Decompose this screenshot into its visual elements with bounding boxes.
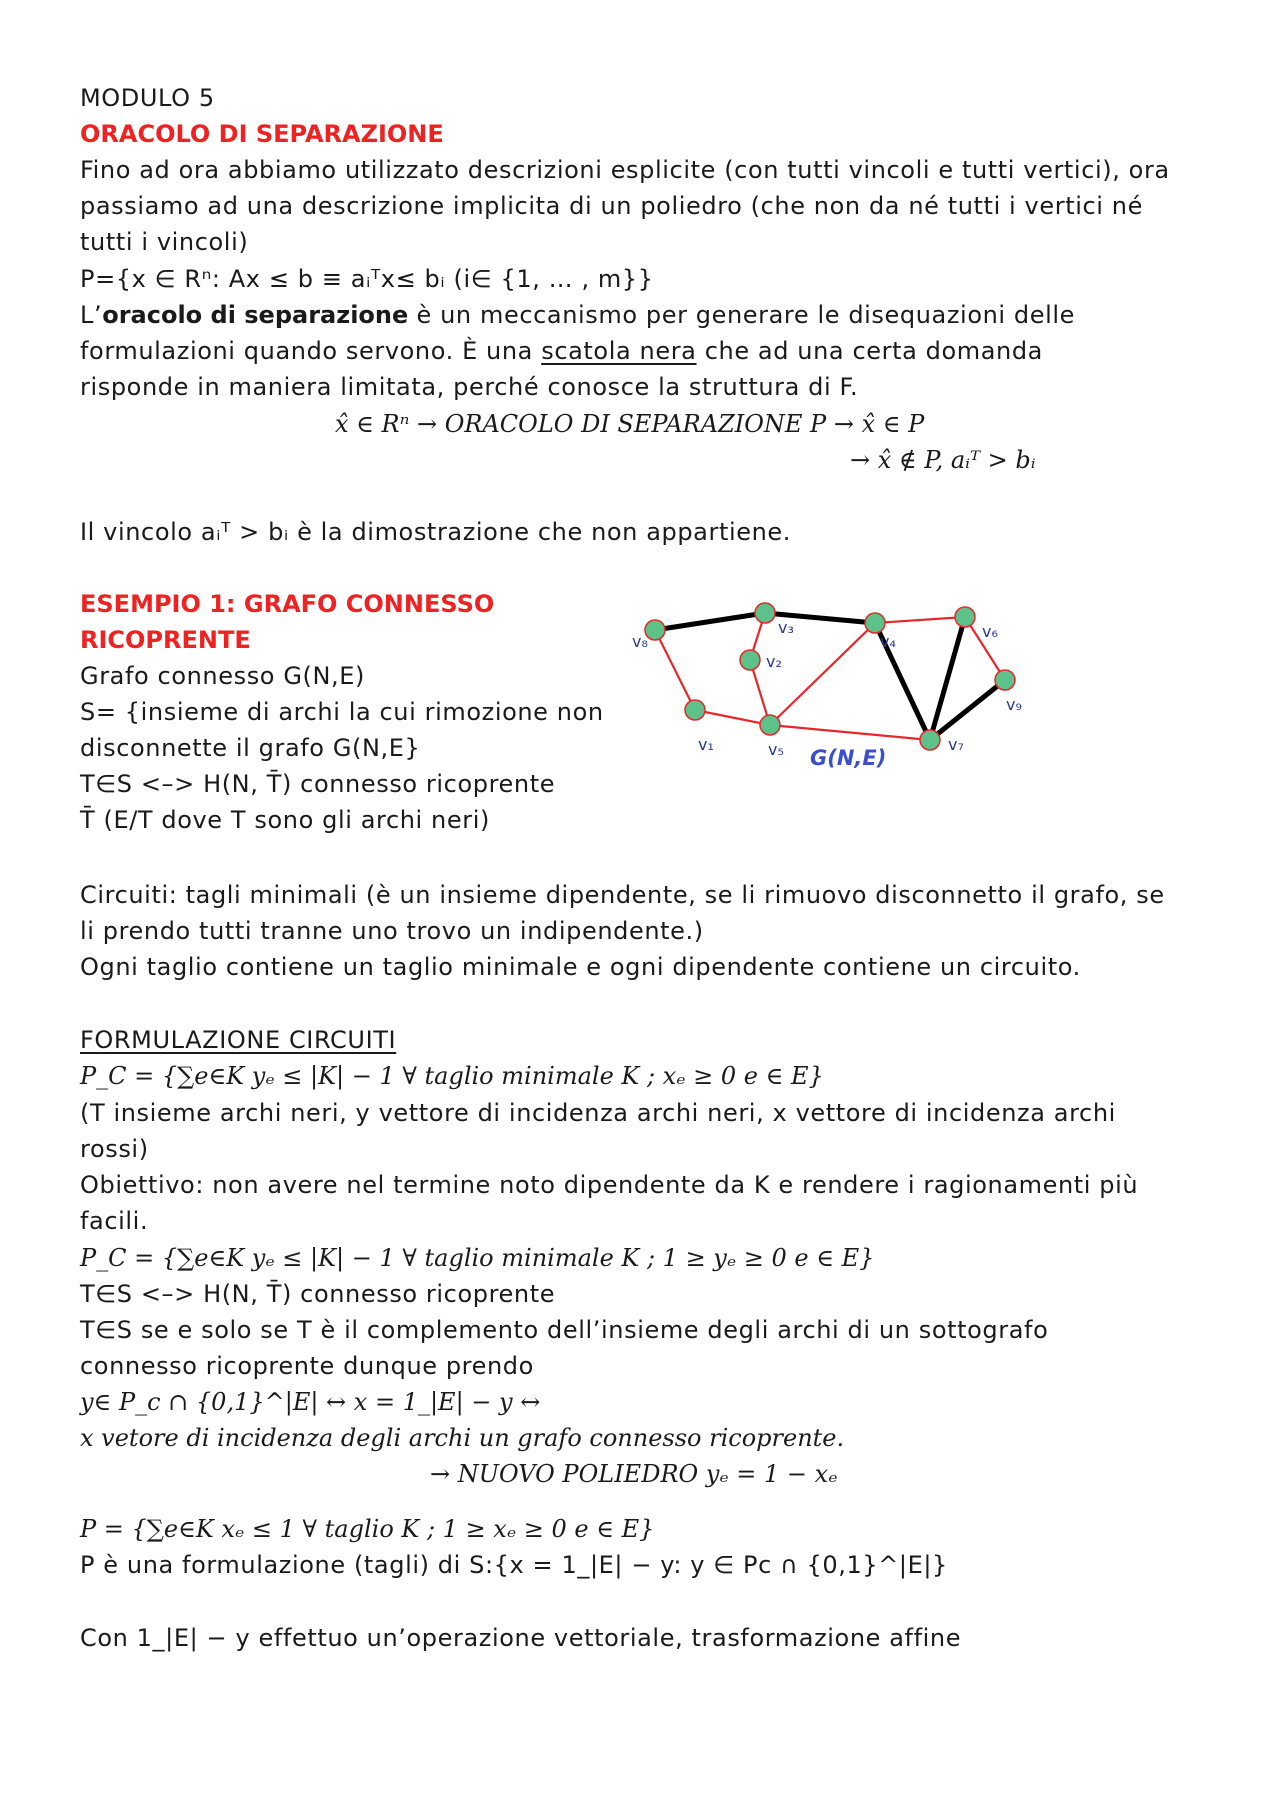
y-relation: y∈ P_c ∩ {0,1}^|E| ↔ x = 1_|E| − y ↔ bbox=[80, 1388, 541, 1416]
graph-node-label: v₇ bbox=[948, 735, 964, 754]
note-line: T∈S se e solo se T è il complemento dell’insieme degli archi di un sottografo bbox=[80, 1316, 1049, 1344]
graph-node-label: v₁ bbox=[698, 735, 714, 754]
p-final-formula: P = {∑e∈K xₑ ≤ 1 ∀ taglio K ; 1 ≥ xₑ ≥ 0 e ∈ E} bbox=[80, 1515, 655, 1543]
section-title: ORACOLO DI SEPARAZIONE bbox=[80, 120, 444, 148]
circuits-line: Circuiti: tagli minimali (è un insieme dipendente, se li rimuovo disconnetto il grafo, se bbox=[80, 881, 1165, 909]
graph-node-label: v₂ bbox=[766, 652, 782, 671]
oracle-formula-alt: → x̂ ∉ P, aᵢᵀ > bᵢ bbox=[850, 446, 1036, 474]
example-title: ESEMPIO 1: GRAFO CONNESSO bbox=[80, 590, 495, 618]
graph-edge-v1-v5 bbox=[695, 710, 770, 725]
oracle-paragraph-line bbox=[80, 297, 1075, 333]
graph-node-v5 bbox=[760, 715, 780, 735]
example-line: S= {insieme di archi la cui rimozione non bbox=[80, 698, 604, 726]
new-polyhedron: → NUOVO POLIEDRO yₑ = 1 − xₑ bbox=[430, 1460, 838, 1488]
last-line: Con 1_|E| − y effettuo un’operazione vettoriale, trasformazione affine bbox=[80, 1624, 962, 1652]
example-line: Grafo connesso G(N,E) bbox=[80, 662, 365, 690]
oracle-prefix: L’ bbox=[80, 301, 103, 329]
graph-node-label: v₈ bbox=[632, 632, 648, 651]
example-title: RICOPRENTE bbox=[80, 626, 251, 654]
circuits-line: Ogni taglio contiene un taglio minimale e ogni dipendente contiene un circuito. bbox=[80, 953, 1081, 981]
graph-node-v4 bbox=[865, 613, 885, 633]
graph-node-label: v₆ bbox=[982, 622, 998, 641]
graph-node-label: v₄ bbox=[880, 632, 896, 651]
graph-node-v9 bbox=[995, 670, 1015, 690]
graph-caption: G(N,E) bbox=[810, 746, 887, 770]
graph-edge-v8-v1 bbox=[655, 630, 695, 710]
graph-node-v3 bbox=[755, 603, 775, 623]
graph-node-label: v₃ bbox=[778, 618, 794, 637]
graph-node-label: v₉ bbox=[1006, 695, 1022, 714]
example-line: T∈S <–> H(N, T̄) connesso ricoprente bbox=[80, 770, 556, 798]
graph-edge-v5-v4 bbox=[770, 623, 875, 725]
note-line: (T insieme archi neri, y vettore di incidenza archi neri, x vettore di incidenza archi bbox=[80, 1099, 1116, 1127]
oracle-paragraph-line: risponde in maniera limitata, perché conosce la struttura di F. bbox=[80, 373, 859, 401]
graph-edge-v5-v7 bbox=[770, 725, 930, 740]
oracle-rest: è un meccanismo per generare le disequazioni delle bbox=[408, 301, 1076, 329]
oracle-formula: x̂ ∈ Rⁿ → ORACOLO DI SEPARAZIONE P → x̂ ∈ P bbox=[335, 410, 925, 438]
note-line: Obiettivo: non avere nel termine noto dipendente da K e rendere i ragionamenti più bbox=[80, 1171, 1139, 1199]
pc-formula-1: P_C = {∑e∈K yₑ ≤ |K| − 1 ∀ taglio minimale K ; xₑ ≥ 0 e ∈ E} bbox=[80, 1062, 824, 1090]
intro-line: Fino ad ora abbiamo utilizzato descrizioni esplicite (con tutti vincoli e tutti vertici), ora bbox=[80, 156, 1170, 184]
graph-node-v1 bbox=[685, 700, 705, 720]
p-formulation-line: P è una formulazione (tagli) di S:{x = 1_|E| − y: y ∈ Pc ∩ {0,1}^|E|} bbox=[80, 1551, 948, 1579]
polyhedron-definition: P={x ∈ Rⁿ: Ax ≤ b ≡ aᵢᵀx≤ bᵢ (i∈ {1, … , m}} bbox=[80, 265, 654, 293]
example-line: disconnette il grafo G(N,E} bbox=[80, 734, 421, 762]
note-line: connesso ricoprente dunque prendo bbox=[80, 1352, 534, 1380]
oracle-paragraph-line bbox=[80, 333, 1043, 369]
constraint-note: Il vincolo aᵢᵀ > bᵢ è la dimostrazione che non appartiene. bbox=[80, 518, 792, 546]
note-line: rossi) bbox=[80, 1135, 149, 1163]
x-description: x vetore di incidenza degli archi un grafo connesso ricoprente. bbox=[80, 1424, 845, 1452]
graph-node-label: v₅ bbox=[768, 740, 784, 759]
graph-diagram bbox=[620, 585, 1040, 785]
graph-node-v7 bbox=[920, 730, 940, 750]
example-line: T̄ (E/T dove T sono gli archi neri) bbox=[80, 806, 490, 834]
black-box-term: scatola nera bbox=[541, 337, 697, 365]
oracle-term: oracolo di separazione bbox=[102, 301, 409, 329]
oracle-line2a: formulazioni quando servono. È una bbox=[80, 337, 542, 365]
graph-edge-v6-v7 bbox=[930, 617, 965, 740]
intro-line: passiamo ad una descrizione implicita di un poliedro (che non da né tutti i vertici né bbox=[80, 192, 1143, 220]
formulation-title: FORMULAZIONE CIRCUITI bbox=[80, 1026, 397, 1054]
graph-edge-v8-v3 bbox=[655, 613, 765, 630]
intro-line: tutti i vincoli) bbox=[80, 228, 249, 256]
circuits-line: li prendo tutti tranne uno trovo un indipendente.) bbox=[80, 917, 704, 945]
pc-formula-2: P_C = {∑e∈K yₑ ≤ |K| − 1 ∀ taglio minimale K ; 1 ≥ yₑ ≥ 0 e ∈ E} bbox=[80, 1244, 875, 1272]
graph-node-v6 bbox=[955, 607, 975, 627]
graph-node-v8 bbox=[645, 620, 665, 640]
note-line: T∈S <–> H(N, T̄) connesso ricoprente bbox=[80, 1280, 556, 1308]
graph-node-v2 bbox=[740, 650, 760, 670]
note-line: facili. bbox=[80, 1207, 149, 1235]
module-heading: MODULO 5 bbox=[80, 84, 215, 112]
graph-edge-v9-v7 bbox=[930, 680, 1005, 740]
oracle-line2b: che ad una certa domanda bbox=[696, 337, 1043, 365]
graph-edge-v4-v6 bbox=[875, 617, 965, 623]
